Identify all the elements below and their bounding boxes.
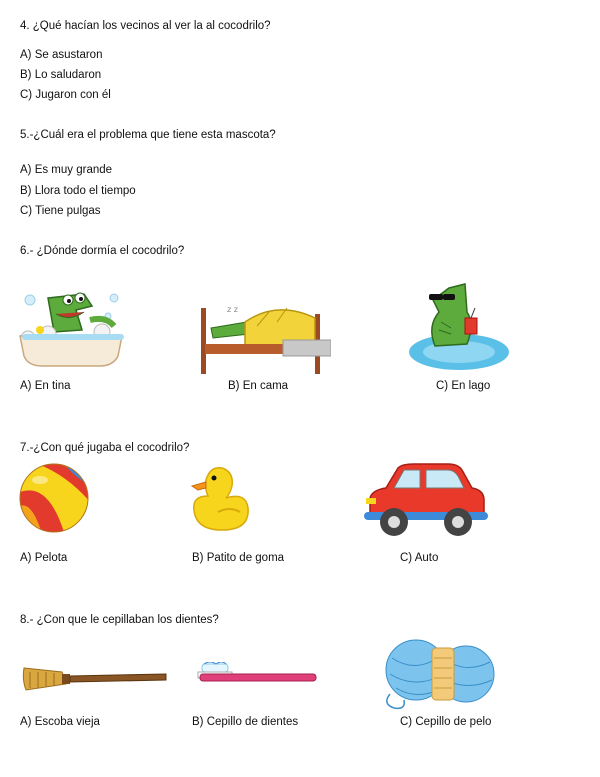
crocodile-lake-icon[interactable] bbox=[405, 282, 513, 374]
toothbrush-icon[interactable] bbox=[196, 662, 318, 688]
q6-option-a[interactable]: A) En tina bbox=[20, 380, 71, 392]
broom-icon[interactable] bbox=[22, 662, 168, 696]
crocodile-bed-icon[interactable] bbox=[197, 300, 331, 376]
q7-option-b[interactable]: B) Patito de goma bbox=[192, 552, 285, 564]
q8-option-c[interactable]: C) Cepillo de pelo bbox=[400, 716, 492, 728]
toy-car-icon[interactable] bbox=[364, 458, 488, 540]
q7-option-a[interactable]: A) Pelota bbox=[20, 552, 68, 564]
question-6-text: 6.- ¿Dónde dormía el cocodrilo? bbox=[20, 245, 185, 257]
q4-option-b[interactable]: B) Lo saludaron bbox=[20, 69, 102, 81]
yarn-ball-icon[interactable] bbox=[382, 634, 496, 710]
question-5-text: 5.-¿Cuál era el problema que tiene esta mascota? bbox=[20, 129, 276, 141]
q8-option-a[interactable]: A) Escoba vieja bbox=[20, 716, 100, 728]
q5-option-a[interactable]: A) Es muy grande bbox=[20, 164, 113, 176]
question-8-text: 8.- ¿Con que le cepillaban los dientes? bbox=[20, 614, 219, 626]
q8-option-b[interactable]: B) Cepillo de dientes bbox=[192, 716, 299, 728]
q7-option-c[interactable]: C) Auto bbox=[400, 552, 439, 564]
question-7-text: 7.-¿Con qué jugaba el cocodrilo? bbox=[20, 442, 190, 454]
crocodile-bathtub-icon[interactable] bbox=[18, 280, 128, 370]
svg-text:z z: z z bbox=[227, 305, 238, 314]
question-4-text: 4. ¿Qué hacían los vecinos al ver la al cocodrilo? bbox=[20, 20, 271, 32]
q4-option-c[interactable]: C) Jugaron con él bbox=[20, 89, 111, 101]
q5-option-c[interactable]: C) Tiene pulgas bbox=[20, 205, 101, 217]
q6-option-c[interactable]: C) En lago bbox=[436, 380, 491, 392]
q6-option-b[interactable]: B) En cama bbox=[228, 380, 289, 392]
beach-ball-icon[interactable] bbox=[18, 462, 90, 534]
q5-option-b[interactable]: B) Llora todo el tiempo bbox=[20, 185, 136, 197]
q4-option-a[interactable]: A) Se asustaron bbox=[20, 49, 103, 61]
rubber-duck-icon[interactable] bbox=[188, 462, 252, 534]
